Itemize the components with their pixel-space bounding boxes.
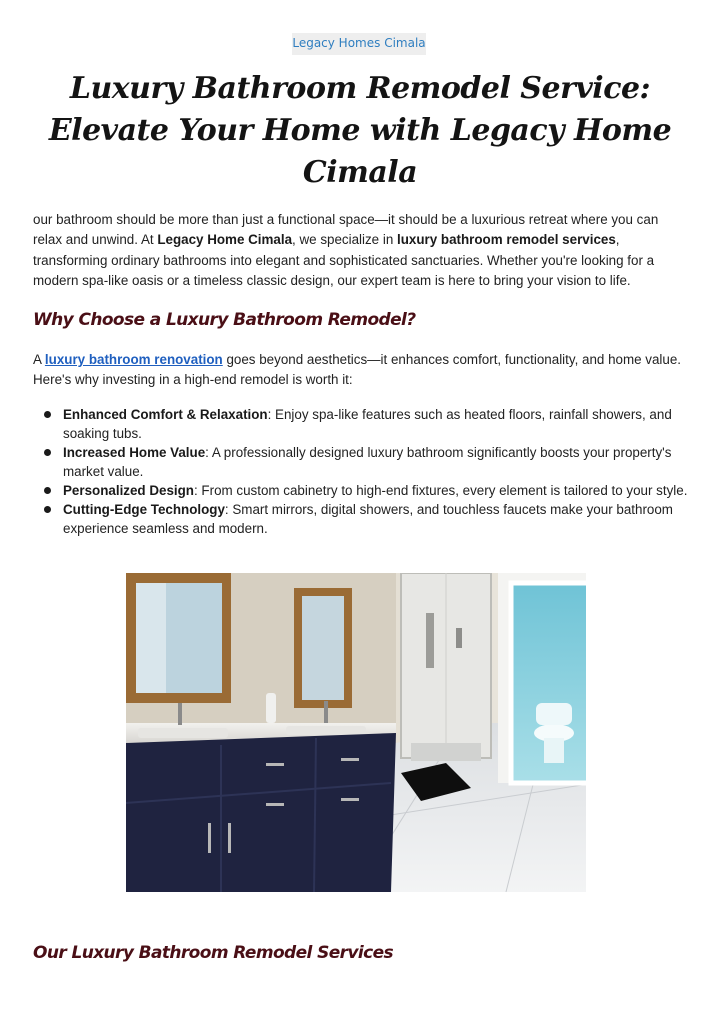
brand-chip[interactable]: Legacy Homes Cimala	[292, 33, 426, 55]
bullet-icon	[44, 487, 51, 494]
bullet-icon	[44, 449, 51, 456]
intro-service-name: luxury bathroom remodel services	[397, 232, 616, 248]
bullet-text: : A professionally designed luxury bathroom significantly boosts your property's market value.	[63, 445, 672, 479]
bathroom-photo	[126, 573, 595, 892]
why-rest: goes beyond aesthetics—it enhances comfort, functionality, and home value. Here's why investing in a high-end remodel is worth it:	[33, 352, 682, 388]
bullet-icon	[44, 506, 51, 513]
intro-text-3: , transforming ordinary bathrooms into elegant and sophisticated sanctuaries. Whether you're looking for a modern spa-like oasis or a timeless classic design, our expert team is here to bring your vision to life.	[33, 232, 655, 288]
page-title: Luxury Bathroom Remodel Service: Elevate Your Home with Legacy Home Cimala	[48, 71, 672, 190]
bullet-text: : Enjoy spa-like features such as heated floors, rainfall showers, and soaking tubs.	[63, 407, 672, 441]
list-item	[33, 443, 688, 481]
bullet-title: Personalized Design	[63, 483, 194, 498]
services-heading: Our Luxury Bathroom Remodel Services	[33, 943, 394, 963]
bullet-title: Enhanced Comfort & Relaxation	[63, 407, 268, 422]
intro-text-2: , we specialize in	[292, 232, 397, 248]
list-item	[33, 405, 688, 443]
bullet-title: Cutting-Edge Technology	[63, 502, 225, 517]
bathroom-illustration	[126, 573, 595, 892]
bullet-text: : Smart mirrors, digital showers, and touchless faucets make your bathroom experience seamless and modern.	[63, 502, 673, 536]
bullet-icon	[44, 411, 51, 418]
bullet-title: Increased Home Value	[63, 445, 206, 460]
why-lead: A	[33, 352, 45, 367]
intro-company-name: Legacy Home Cimala	[157, 232, 293, 248]
list-item	[33, 500, 688, 538]
why-paragraph	[33, 350, 688, 391]
bullet-text: : From custom cabinetry to high-end fixtures, every element is tailored to your style.	[193, 483, 688, 498]
intro-text-1: our bathroom should be more than just a functional space—it should be a luxurious retreat where you can relax and unwind. At	[33, 212, 659, 248]
intro-paragraph	[33, 210, 688, 291]
renovation-link[interactable]: luxury bathroom renovation	[44, 352, 223, 367]
benefits-list	[33, 405, 688, 538]
list-item	[33, 481, 688, 500]
why-heading: Why Choose a Luxury Bathroom Remodel?	[33, 310, 416, 330]
